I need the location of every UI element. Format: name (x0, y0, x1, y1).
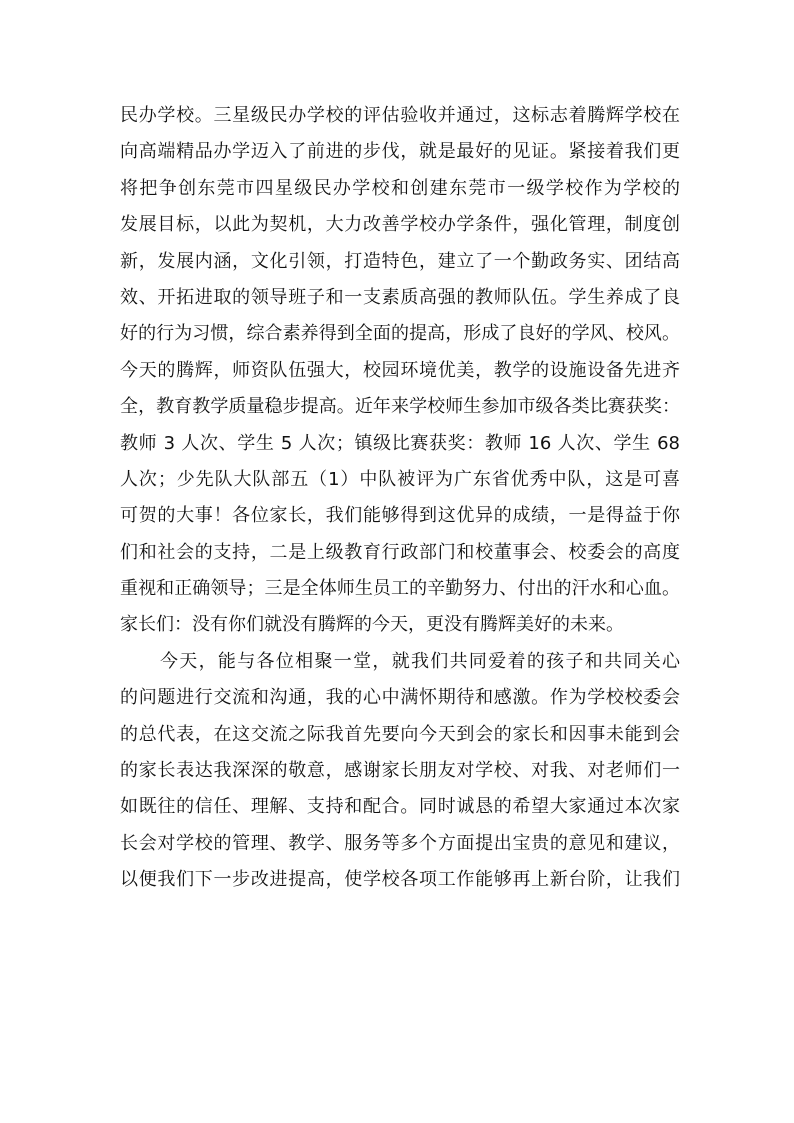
text-line: 民办学校。三星级民办学校的评估验收并通过，这标志着腾辉学校在 (120, 105, 680, 126)
text-line: 好的行为习惯，综合素养得到全面的提高，形成了良好的学风、校风。 (120, 323, 680, 345)
text-line: 将把争创东莞市四星级民办学校和创建东莞市一级学校作为学校的 (120, 177, 680, 199)
paragraph-2 (120, 644, 680, 899)
text-line: 以便我们下一步改进提高，使学校各项工作能够再上新台阶，让我们 (120, 869, 680, 891)
text-line: 今天的腾辉，师资队伍强大，校园环境优美，教学的设施设备先进齐 (120, 359, 680, 381)
text-line: 家长们：没有你们就没有腾辉的今天，更没有腾辉美好的未来。 (120, 614, 624, 636)
text-line: 如既往的信任、理解、支持和配合。同时诚恳的希望大家通过本次家 (120, 796, 680, 818)
text-line: 的总代表，在这交流之际我首先要向今天到会的家长和因事未能到会 (120, 723, 680, 745)
text-line: 长会对学校的管理、教学、服务等多个方面提出宝贵的意见和建议， (120, 832, 680, 854)
text-line: 们和社会的支持，二是上级教育行政部门和校董事会、校委会的高度 (120, 541, 680, 563)
paragraph-1 (120, 98, 680, 644)
text-line: 新，发展内涵，文化引领，打造特色，建立了一个勤政务实、团结高 (120, 250, 680, 272)
text-line: 的问题进行交流和沟通，我的心中满怀期待和感激。作为学校校委会 (120, 687, 680, 709)
text-line: 人次；少先队大队部五（1）中队被评为广东省优秀中队，这是可喜 (120, 468, 680, 490)
document-body (120, 98, 680, 899)
text-line: 全，教育教学质量稳步提高。近年来学校师生参加市级各类比赛获奖： (120, 396, 680, 418)
text-line: 今天，能与各位相聚一堂，就我们共同爱着的孩子和共同关心 (160, 650, 680, 672)
text-line: 教师 3 人次、学生 5 人次；镇级比赛获奖：教师 16 人次、学生 68 (120, 432, 680, 454)
text-line: 向高端精品办学迈入了前进的步伐，就是最好的见证。紧接着我们更 (120, 141, 680, 163)
text-line: 效、开拓进取的领导班子和一支素质高强的教师队伍。学生养成了良 (120, 286, 680, 308)
text-line: 重视和正确领导；三是全体师生员工的辛勤努力、付出的汗水和心血。 (120, 578, 680, 600)
text-line: 可贺的大事！各位家长，我们能够得到这优异的成绩，一是得益于你 (120, 505, 680, 527)
text-line: 发展目标，以此为契机，大力改善学校办学条件，强化管理，制度创 (120, 214, 680, 236)
text-line: 的家长表达我深深的敬意，感谢家长朋友对学校、对我、对老师们一 (120, 760, 680, 782)
